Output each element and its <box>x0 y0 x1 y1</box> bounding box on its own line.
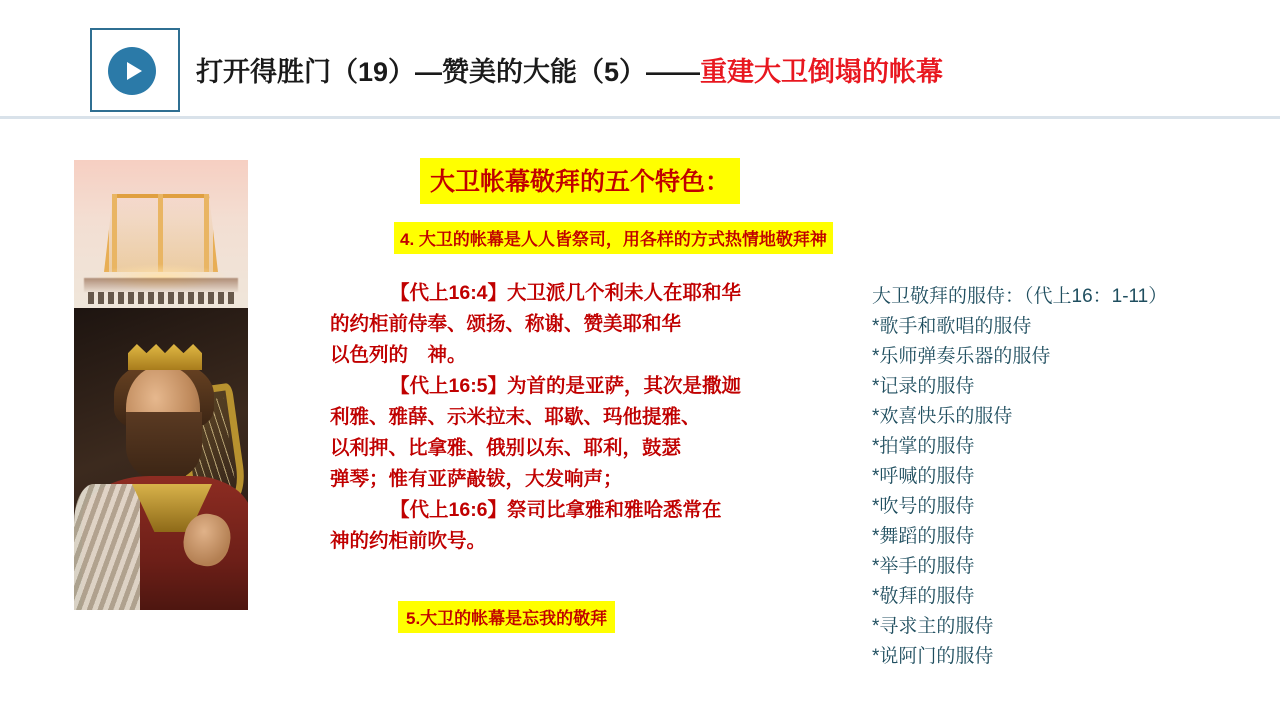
scripture-block <box>330 278 840 557</box>
list-item: *呼喊的服侍 <box>872 466 975 487</box>
play-triangle-glyph <box>127 62 142 80</box>
services-list <box>872 282 1272 672</box>
tabernacle-image <box>74 160 248 308</box>
scripture-line: 神的约柜前吹号。 <box>330 530 487 552</box>
scripture-line: 弹琴；惟有亚萨敲钹，大发响声； <box>330 468 623 490</box>
point-5-heading: 5.大卫的帐幕是忘我的敬拜 <box>398 601 615 633</box>
list-item: *歌手和歌唱的服侍 <box>872 316 1032 337</box>
play-icon[interactable] <box>108 47 156 95</box>
list-item: *舞蹈的服侍 <box>872 526 975 547</box>
tent-pole-center <box>158 194 163 272</box>
list-item: *敬拜的服侍 <box>872 586 975 607</box>
figure-fur-mantle <box>74 484 140 610</box>
scripture-line: 【代上16:6】祭司比拿雅和雅哈悉常在 <box>390 499 722 521</box>
list-item: *说阿门的服侍 <box>872 646 994 667</box>
king-david-image <box>74 308 248 610</box>
scripture-line: 以色列的 神。 <box>330 344 467 366</box>
scripture-line: 以利押、比拿雅、俄别以东、耶利，鼓瑟 <box>330 437 682 459</box>
page-title <box>196 50 943 89</box>
scripture-line: 【代上16:4】大卫派几个利未人在耶和华 <box>390 282 742 304</box>
list-item: *举手的服侍 <box>872 556 975 577</box>
tent-ground <box>84 278 238 292</box>
list-item: *乐师弹奏乐器的服侍 <box>872 346 1051 367</box>
tent-pole-right <box>204 194 209 272</box>
slide-header <box>0 0 1280 118</box>
list-item: *寻求主的服侍 <box>872 616 994 637</box>
scripture-line: 的约柜前侍奉、颂扬、称谢、赞美耶和华 <box>330 313 682 335</box>
header-divider <box>0 116 1280 119</box>
section-title: 大卫帐幕敬拜的五个特色： <box>420 158 740 204</box>
point-4-heading: 4. 大卫的帐幕是人人皆祭司，用各样的方式热情地敬拜神 <box>394 222 833 254</box>
page-title-main: 打开得胜门（19）—赞美的大能（5）—— <box>196 57 701 87</box>
figure-beard <box>126 412 202 482</box>
scripture-line: 【代上16:5】为首的是亚萨，其次是撒迦 <box>390 375 742 397</box>
list-item: *记录的服侍 <box>872 376 975 397</box>
scripture-line: 利雅、雅薛、示米拉末、耶歇、玛他提雅、 <box>330 406 701 428</box>
list-item: *欢喜快乐的服侍 <box>872 406 1013 427</box>
services-heading: 大卫敬拜的服侍：（代上16：1-11） <box>872 286 1168 307</box>
tent-caption-texture <box>88 292 234 304</box>
list-item: *吹号的服侍 <box>872 496 975 517</box>
tent-pole-left <box>112 194 117 272</box>
page-title-accent: 重建大卫倒塌的帐幕 <box>700 57 944 87</box>
list-item: *拍掌的服侍 <box>872 436 975 457</box>
